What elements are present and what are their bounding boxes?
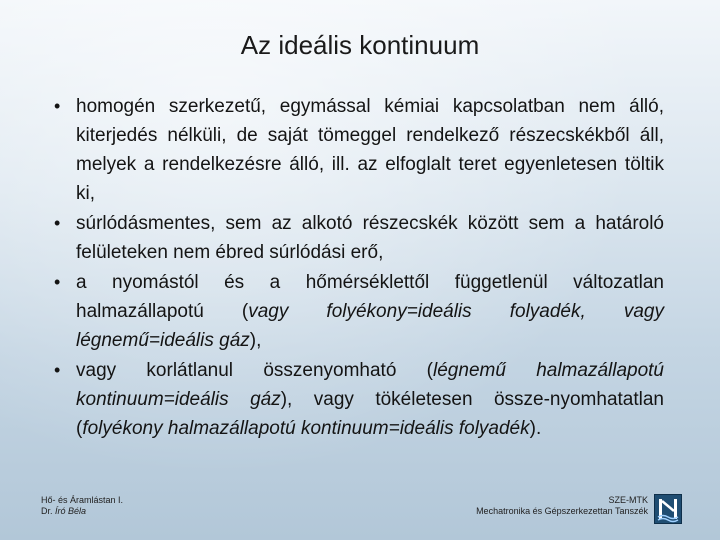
footer-faculty: SZE-MTK xyxy=(608,495,648,505)
footer-course-title: Hő- és Áramlástan I. xyxy=(41,495,124,505)
bullet-dot-icon: • xyxy=(54,272,61,292)
bullet-dot-icon: • xyxy=(54,213,61,233)
footer-author-prefix: Dr. xyxy=(41,506,56,516)
slide-title: Az ideális kontinuum xyxy=(240,30,480,60)
bullet-text: a nyomástól és a hőmérséklettől függetlenül változatlan halmazállapotú ( xyxy=(76,272,664,322)
bullet-text: ), vagy tökéletesen össze-nyomhatatlan ( xyxy=(76,389,664,439)
bullet-item xyxy=(52,92,664,208)
footer-course-info xyxy=(41,495,123,517)
university-logo-icon xyxy=(654,494,682,524)
footer-author xyxy=(41,506,123,517)
bullet-text-italic: folyékony halmazállapotú kontinuum=ideális folyadék xyxy=(82,418,530,439)
footer-department-info xyxy=(476,495,648,517)
bullet-dot-icon: • xyxy=(54,360,61,380)
bullet-item xyxy=(52,209,664,267)
footer-department: Mechatronika és Gépszerkezettan Tanszék xyxy=(476,506,648,516)
bullet-text-italic: vagy folyékony=ideális folyadék, vagy légnemű=ideális gáz xyxy=(76,301,664,351)
bullet-text: vagy korlátlanul összenyomható ( xyxy=(76,360,434,381)
bullet-text-italic: légnemű halmazállapotú kontinuum=ideális gáz xyxy=(76,360,664,410)
bullet-list xyxy=(52,92,664,444)
bullet-text: ). xyxy=(529,418,542,439)
footer-author-name: Író Béla xyxy=(55,506,87,516)
bullet-dot-icon: • xyxy=(54,96,61,116)
bullet-item xyxy=(52,268,664,355)
bullet-item xyxy=(52,356,664,443)
bullet-text: súrlódásmentes, sem az alkotó részecskék között sem a határoló felületeken nem ébred súrlódási erő, xyxy=(76,213,664,263)
bullet-text: ), xyxy=(249,330,262,351)
bullet-text: homogén szerkezetű, egymással kémiai kapcsolatban nem álló, kiterjedés nélküli, de saját tömeggel rendelkező részecskékből áll, melyek a rendelkezésre álló, ill. az elfoglalt teret egyenletesen töltik ki, xyxy=(76,96,664,204)
